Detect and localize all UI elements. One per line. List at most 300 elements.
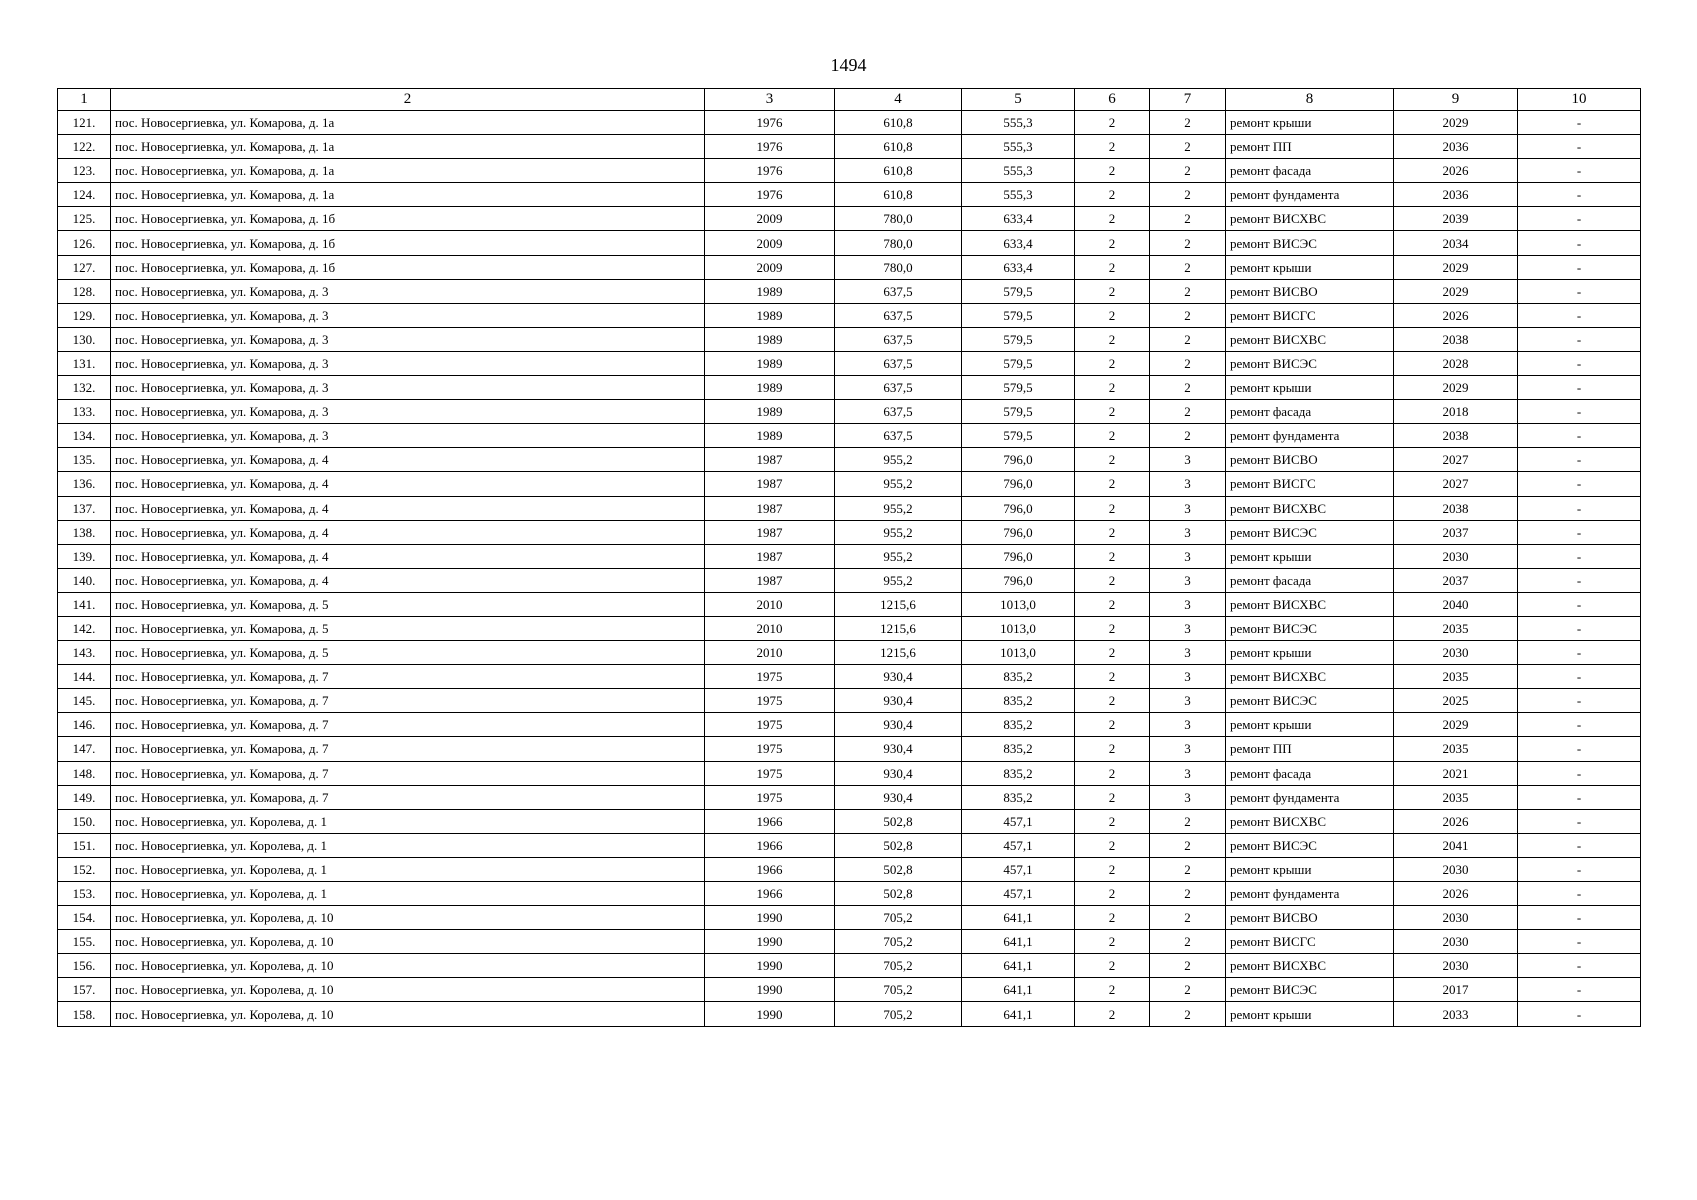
cell-living-area: 835,2	[962, 713, 1075, 737]
cell-row-number: 147.	[58, 737, 111, 761]
cell-note: -	[1518, 376, 1641, 400]
cell-note: -	[1518, 978, 1641, 1002]
column-header-6: 6	[1075, 89, 1150, 111]
cell-row-number: 155.	[58, 930, 111, 954]
cell-row-number: 156.	[58, 954, 111, 978]
cell-row-number: 138.	[58, 520, 111, 544]
cell-row-number: 133.	[58, 400, 111, 424]
cell-note: -	[1518, 472, 1641, 496]
cell-note: -	[1518, 737, 1641, 761]
cell-build-year: 1975	[705, 665, 835, 689]
cell-planned-year: 2029	[1394, 111, 1518, 135]
cell-living-area: 457,1	[962, 833, 1075, 857]
cell-entrances: 3	[1150, 761, 1226, 785]
cell-living-area: 555,3	[962, 159, 1075, 183]
cell-row-number: 122.	[58, 135, 111, 159]
cell-work-type: ремонт ВИСВО	[1226, 906, 1394, 930]
cell-living-area: 579,5	[962, 400, 1075, 424]
cell-note: -	[1518, 231, 1641, 255]
cell-build-year: 1987	[705, 448, 835, 472]
cell-note: -	[1518, 255, 1641, 279]
cell-row-number: 136.	[58, 472, 111, 496]
cell-planned-year: 2036	[1394, 135, 1518, 159]
cell-row-number: 145.	[58, 689, 111, 713]
cell-floors: 2	[1075, 785, 1150, 809]
cell-build-year: 1976	[705, 111, 835, 135]
cell-floors: 2	[1075, 761, 1150, 785]
cell-note: -	[1518, 159, 1641, 183]
table-row	[58, 809, 1641, 833]
table-row	[58, 761, 1641, 785]
cell-entrances: 3	[1150, 713, 1226, 737]
cell-planned-year: 2037	[1394, 568, 1518, 592]
cell-planned-year: 2036	[1394, 183, 1518, 207]
cell-total-area: 610,8	[835, 111, 962, 135]
cell-build-year: 2010	[705, 616, 835, 640]
cell-row-number: 140.	[58, 568, 111, 592]
cell-row-number: 154.	[58, 906, 111, 930]
cell-entrances: 3	[1150, 737, 1226, 761]
cell-planned-year: 2038	[1394, 424, 1518, 448]
cell-entrances: 2	[1150, 857, 1226, 881]
cell-build-year: 1989	[705, 424, 835, 448]
cell-note: -	[1518, 665, 1641, 689]
cell-work-type: ремонт фундамента	[1226, 882, 1394, 906]
cell-total-area: 930,4	[835, 689, 962, 713]
cell-planned-year: 2038	[1394, 496, 1518, 520]
cell-entrances: 2	[1150, 231, 1226, 255]
table-row	[58, 207, 1641, 231]
cell-total-area: 955,2	[835, 568, 962, 592]
cell-note: -	[1518, 713, 1641, 737]
table-row	[58, 906, 1641, 930]
cell-floors: 2	[1075, 978, 1150, 1002]
cell-total-area: 502,8	[835, 882, 962, 906]
cell-note: -	[1518, 448, 1641, 472]
table-row	[58, 568, 1641, 592]
cell-total-area: 930,4	[835, 785, 962, 809]
cell-floors: 2	[1075, 303, 1150, 327]
cell-note: -	[1518, 857, 1641, 881]
cell-living-area: 457,1	[962, 857, 1075, 881]
cell-work-type: ремонт ВИСЭС	[1226, 833, 1394, 857]
cell-floors: 2	[1075, 665, 1150, 689]
cell-living-area: 633,4	[962, 231, 1075, 255]
cell-note: -	[1518, 303, 1641, 327]
cell-planned-year: 2017	[1394, 978, 1518, 1002]
cell-build-year: 1987	[705, 568, 835, 592]
cell-living-area: 633,4	[962, 255, 1075, 279]
cell-floors: 2	[1075, 472, 1150, 496]
cell-planned-year: 2029	[1394, 713, 1518, 737]
cell-row-number: 148.	[58, 761, 111, 785]
table-row	[58, 303, 1641, 327]
cell-floors: 2	[1075, 737, 1150, 761]
table-row	[58, 641, 1641, 665]
cell-living-area: 579,5	[962, 303, 1075, 327]
cell-floors: 2	[1075, 930, 1150, 954]
column-header-2: 2	[111, 89, 705, 111]
cell-address: пос. Новосергиевка, ул. Королева, д. 1	[111, 809, 705, 833]
table-body	[58, 111, 1641, 1027]
cell-build-year: 2009	[705, 207, 835, 231]
cell-note: -	[1518, 424, 1641, 448]
cell-address: пос. Новосергиевка, ул. Королева, д. 10	[111, 954, 705, 978]
cell-row-number: 134.	[58, 424, 111, 448]
cell-floors: 2	[1075, 809, 1150, 833]
table-row	[58, 424, 1641, 448]
cell-address: пос. Новосергиевка, ул. Королева, д. 10	[111, 978, 705, 1002]
cell-planned-year: 2030	[1394, 906, 1518, 930]
cell-build-year: 2010	[705, 592, 835, 616]
cell-floors: 2	[1075, 400, 1150, 424]
cell-note: -	[1518, 641, 1641, 665]
cell-note: -	[1518, 833, 1641, 857]
cell-row-number: 123.	[58, 159, 111, 183]
cell-total-area: 610,8	[835, 183, 962, 207]
cell-work-type: ремонт крыши	[1226, 111, 1394, 135]
cell-total-area: 637,5	[835, 327, 962, 351]
table-row	[58, 544, 1641, 568]
cell-floors: 2	[1075, 1002, 1150, 1026]
cell-total-area: 637,5	[835, 400, 962, 424]
cell-address: пос. Новосергиевка, ул. Комарова, д. 1а	[111, 183, 705, 207]
cell-planned-year: 2029	[1394, 279, 1518, 303]
cell-row-number: 151.	[58, 833, 111, 857]
cell-address: пос. Новосергиевка, ул. Комарова, д. 1б	[111, 255, 705, 279]
cell-build-year: 1990	[705, 954, 835, 978]
cell-planned-year: 2035	[1394, 785, 1518, 809]
cell-build-year: 1989	[705, 303, 835, 327]
cell-living-area: 796,0	[962, 472, 1075, 496]
table-row	[58, 327, 1641, 351]
cell-work-type: ремонт ВИСВО	[1226, 448, 1394, 472]
cell-floors: 2	[1075, 351, 1150, 375]
table-row	[58, 159, 1641, 183]
table-row	[58, 857, 1641, 881]
cell-planned-year: 2039	[1394, 207, 1518, 231]
cell-build-year: 2009	[705, 255, 835, 279]
cell-planned-year: 2028	[1394, 351, 1518, 375]
cell-note: -	[1518, 785, 1641, 809]
cell-total-area: 930,4	[835, 737, 962, 761]
cell-living-area: 641,1	[962, 930, 1075, 954]
cell-living-area: 796,0	[962, 544, 1075, 568]
cell-build-year: 1989	[705, 400, 835, 424]
cell-address: пос. Новосергиевка, ул. Комарова, д. 1а	[111, 111, 705, 135]
cell-address: пос. Новосергиевка, ул. Комарова, д. 3	[111, 351, 705, 375]
cell-floors: 2	[1075, 159, 1150, 183]
cell-address: пос. Новосергиевка, ул. Комарова, д. 3	[111, 424, 705, 448]
cell-entrances: 3	[1150, 665, 1226, 689]
cell-build-year: 1987	[705, 496, 835, 520]
table-row	[58, 472, 1641, 496]
cell-note: -	[1518, 568, 1641, 592]
cell-planned-year: 2026	[1394, 809, 1518, 833]
cell-work-type: ремонт ВИСЭС	[1226, 978, 1394, 1002]
cell-address: пос. Новосергиевка, ул. Комарова, д. 1б	[111, 231, 705, 255]
table-row	[58, 592, 1641, 616]
cell-total-area: 637,5	[835, 351, 962, 375]
cell-planned-year: 2029	[1394, 255, 1518, 279]
cell-total-area: 610,8	[835, 159, 962, 183]
cell-address: пос. Новосергиевка, ул. Комарова, д. 4	[111, 520, 705, 544]
table-row	[58, 954, 1641, 978]
cell-build-year: 1966	[705, 857, 835, 881]
cell-note: -	[1518, 761, 1641, 785]
cell-living-area: 457,1	[962, 882, 1075, 906]
cell-living-area: 641,1	[962, 954, 1075, 978]
cell-work-type: ремонт крыши	[1226, 641, 1394, 665]
cell-note: -	[1518, 183, 1641, 207]
cell-total-area: 502,8	[835, 833, 962, 857]
cell-address: пос. Новосергиевка, ул. Комарова, д. 3	[111, 303, 705, 327]
cell-total-area: 610,8	[835, 135, 962, 159]
cell-note: -	[1518, 111, 1641, 135]
cell-build-year: 1976	[705, 183, 835, 207]
cell-address: пос. Новосергиевка, ул. Комарова, д. 7	[111, 785, 705, 809]
cell-living-area: 555,3	[962, 111, 1075, 135]
table-row	[58, 135, 1641, 159]
cell-total-area: 955,2	[835, 520, 962, 544]
cell-work-type: ремонт фасада	[1226, 761, 1394, 785]
cell-planned-year: 2035	[1394, 737, 1518, 761]
table-row	[58, 520, 1641, 544]
cell-planned-year: 2021	[1394, 761, 1518, 785]
cell-address: пос. Новосергиевка, ул. Комарова, д. 4	[111, 472, 705, 496]
cell-entrances: 2	[1150, 809, 1226, 833]
cell-floors: 2	[1075, 544, 1150, 568]
cell-work-type: ремонт ВИСХВС	[1226, 954, 1394, 978]
cell-total-area: 705,2	[835, 930, 962, 954]
cell-planned-year: 2035	[1394, 665, 1518, 689]
cell-entrances: 2	[1150, 303, 1226, 327]
cell-planned-year: 2037	[1394, 520, 1518, 544]
cell-living-area: 579,5	[962, 327, 1075, 351]
cell-planned-year: 2025	[1394, 689, 1518, 713]
cell-row-number: 142.	[58, 616, 111, 640]
cell-planned-year: 2040	[1394, 592, 1518, 616]
cell-total-area: 637,5	[835, 376, 962, 400]
register-table	[57, 88, 1641, 1027]
cell-address: пос. Новосергиевка, ул. Королева, д. 1	[111, 857, 705, 881]
table-row	[58, 255, 1641, 279]
table-row	[58, 930, 1641, 954]
cell-address: пос. Новосергиевка, ул. Комарова, д. 1а	[111, 135, 705, 159]
cell-row-number: 135.	[58, 448, 111, 472]
cell-row-number: 150.	[58, 809, 111, 833]
column-header-9: 9	[1394, 89, 1518, 111]
cell-total-area: 502,8	[835, 857, 962, 881]
cell-work-type: ремонт ПП	[1226, 737, 1394, 761]
cell-row-number: 126.	[58, 231, 111, 255]
cell-note: -	[1518, 400, 1641, 424]
cell-entrances: 3	[1150, 785, 1226, 809]
cell-address: пос. Новосергиевка, ул. Комарова, д. 7	[111, 713, 705, 737]
column-header-1: 1	[58, 89, 111, 111]
cell-row-number: 157.	[58, 978, 111, 1002]
cell-living-area: 835,2	[962, 737, 1075, 761]
table-row	[58, 351, 1641, 375]
cell-address: пос. Новосергиевка, ул. Комарова, д. 4	[111, 448, 705, 472]
cell-build-year: 1990	[705, 978, 835, 1002]
cell-floors: 2	[1075, 424, 1150, 448]
cell-work-type: ремонт ПП	[1226, 135, 1394, 159]
cell-work-type: ремонт фундамента	[1226, 183, 1394, 207]
cell-entrances: 3	[1150, 544, 1226, 568]
cell-work-type: ремонт ВИСГС	[1226, 472, 1394, 496]
cell-address: пос. Новосергиевка, ул. Королева, д. 1	[111, 882, 705, 906]
cell-entrances: 2	[1150, 930, 1226, 954]
cell-planned-year: 2027	[1394, 472, 1518, 496]
cell-entrances: 2	[1150, 159, 1226, 183]
cell-entrances: 2	[1150, 207, 1226, 231]
cell-living-area: 579,5	[962, 376, 1075, 400]
cell-living-area: 835,2	[962, 761, 1075, 785]
cell-address: пос. Новосергиевка, ул. Королева, д. 10	[111, 906, 705, 930]
cell-address: пос. Новосергиевка, ул. Комарова, д. 4	[111, 544, 705, 568]
cell-row-number: 121.	[58, 111, 111, 135]
cell-build-year: 1987	[705, 544, 835, 568]
cell-floors: 2	[1075, 448, 1150, 472]
cell-build-year: 1990	[705, 906, 835, 930]
cell-address: пос. Новосергиевка, ул. Королева, д. 1	[111, 833, 705, 857]
table-row	[58, 279, 1641, 303]
cell-entrances: 3	[1150, 448, 1226, 472]
cell-planned-year: 2030	[1394, 930, 1518, 954]
cell-floors: 2	[1075, 255, 1150, 279]
cell-total-area: 1215,6	[835, 616, 962, 640]
cell-work-type: ремонт фундамента	[1226, 424, 1394, 448]
cell-planned-year: 2026	[1394, 882, 1518, 906]
cell-planned-year: 2030	[1394, 641, 1518, 665]
cell-work-type: ремонт ВИСГС	[1226, 303, 1394, 327]
cell-row-number: 146.	[58, 713, 111, 737]
cell-floors: 2	[1075, 376, 1150, 400]
cell-total-area: 705,2	[835, 954, 962, 978]
cell-floors: 2	[1075, 568, 1150, 592]
cell-living-area: 579,5	[962, 424, 1075, 448]
cell-work-type: ремонт фасада	[1226, 400, 1394, 424]
cell-floors: 2	[1075, 882, 1150, 906]
cell-entrances: 2	[1150, 327, 1226, 351]
cell-work-type: ремонт крыши	[1226, 857, 1394, 881]
cell-address: пос. Новосергиевка, ул. Комарова, д. 4	[111, 496, 705, 520]
cell-total-area: 780,0	[835, 207, 962, 231]
cell-row-number: 132.	[58, 376, 111, 400]
cell-row-number: 149.	[58, 785, 111, 809]
table-row	[58, 496, 1641, 520]
cell-floors: 2	[1075, 592, 1150, 616]
cell-total-area: 637,5	[835, 279, 962, 303]
cell-total-area: 705,2	[835, 978, 962, 1002]
cell-build-year: 1966	[705, 809, 835, 833]
cell-living-area: 579,5	[962, 279, 1075, 303]
cell-entrances: 2	[1150, 351, 1226, 375]
cell-build-year: 1975	[705, 713, 835, 737]
cell-floors: 2	[1075, 857, 1150, 881]
cell-note: -	[1518, 520, 1641, 544]
table-row	[58, 737, 1641, 761]
cell-living-area: 641,1	[962, 1002, 1075, 1026]
cell-note: -	[1518, 351, 1641, 375]
cell-work-type: ремонт крыши	[1226, 255, 1394, 279]
cell-build-year: 1990	[705, 930, 835, 954]
table-row	[58, 665, 1641, 689]
cell-living-area: 641,1	[962, 978, 1075, 1002]
cell-planned-year: 2018	[1394, 400, 1518, 424]
cell-note: -	[1518, 207, 1641, 231]
cell-floors: 2	[1075, 616, 1150, 640]
cell-work-type: ремонт фундамента	[1226, 785, 1394, 809]
cell-work-type: ремонт ВИСЭС	[1226, 616, 1394, 640]
cell-entrances: 3	[1150, 641, 1226, 665]
column-header-4: 4	[835, 89, 962, 111]
cell-build-year: 1989	[705, 327, 835, 351]
cell-living-area: 796,0	[962, 520, 1075, 544]
cell-planned-year: 2027	[1394, 448, 1518, 472]
cell-build-year: 1987	[705, 520, 835, 544]
cell-work-type: ремонт ВИСЭС	[1226, 689, 1394, 713]
cell-build-year: 2009	[705, 231, 835, 255]
cell-floors: 2	[1075, 906, 1150, 930]
cell-row-number: 127.	[58, 255, 111, 279]
cell-work-type: ремонт ВИСВО	[1226, 279, 1394, 303]
cell-planned-year: 2034	[1394, 231, 1518, 255]
cell-note: -	[1518, 882, 1641, 906]
cell-entrances: 2	[1150, 1002, 1226, 1026]
table-row	[58, 713, 1641, 737]
cell-entrances: 2	[1150, 400, 1226, 424]
cell-total-area: 955,2	[835, 448, 962, 472]
cell-address: пос. Новосергиевка, ул. Комарова, д. 3	[111, 400, 705, 424]
column-header-8: 8	[1226, 89, 1394, 111]
cell-total-area: 780,0	[835, 231, 962, 255]
cell-build-year: 1975	[705, 761, 835, 785]
cell-planned-year: 2030	[1394, 857, 1518, 881]
cell-build-year: 1975	[705, 689, 835, 713]
cell-entrances: 2	[1150, 978, 1226, 1002]
cell-build-year: 1989	[705, 376, 835, 400]
column-header-5: 5	[962, 89, 1075, 111]
cell-build-year: 1989	[705, 351, 835, 375]
cell-row-number: 152.	[58, 857, 111, 881]
cell-entrances: 3	[1150, 592, 1226, 616]
cell-note: -	[1518, 689, 1641, 713]
table-row	[58, 231, 1641, 255]
cell-living-area: 796,0	[962, 448, 1075, 472]
cell-living-area: 579,5	[962, 351, 1075, 375]
cell-planned-year: 2026	[1394, 303, 1518, 327]
cell-total-area: 780,0	[835, 255, 962, 279]
cell-total-area: 930,4	[835, 761, 962, 785]
cell-entrances: 2	[1150, 111, 1226, 135]
cell-row-number: 137.	[58, 496, 111, 520]
cell-living-area: 641,1	[962, 906, 1075, 930]
cell-row-number: 131.	[58, 351, 111, 375]
cell-entrances: 2	[1150, 954, 1226, 978]
cell-note: -	[1518, 279, 1641, 303]
cell-build-year: 1975	[705, 785, 835, 809]
cell-work-type: ремонт ВИСХВС	[1226, 207, 1394, 231]
cell-note: -	[1518, 135, 1641, 159]
cell-address: пос. Новосергиевка, ул. Комарова, д. 1а	[111, 159, 705, 183]
cell-build-year: 1990	[705, 1002, 835, 1026]
cell-entrances: 3	[1150, 689, 1226, 713]
cell-work-type: ремонт крыши	[1226, 1002, 1394, 1026]
table-row	[58, 833, 1641, 857]
cell-build-year: 1966	[705, 833, 835, 857]
